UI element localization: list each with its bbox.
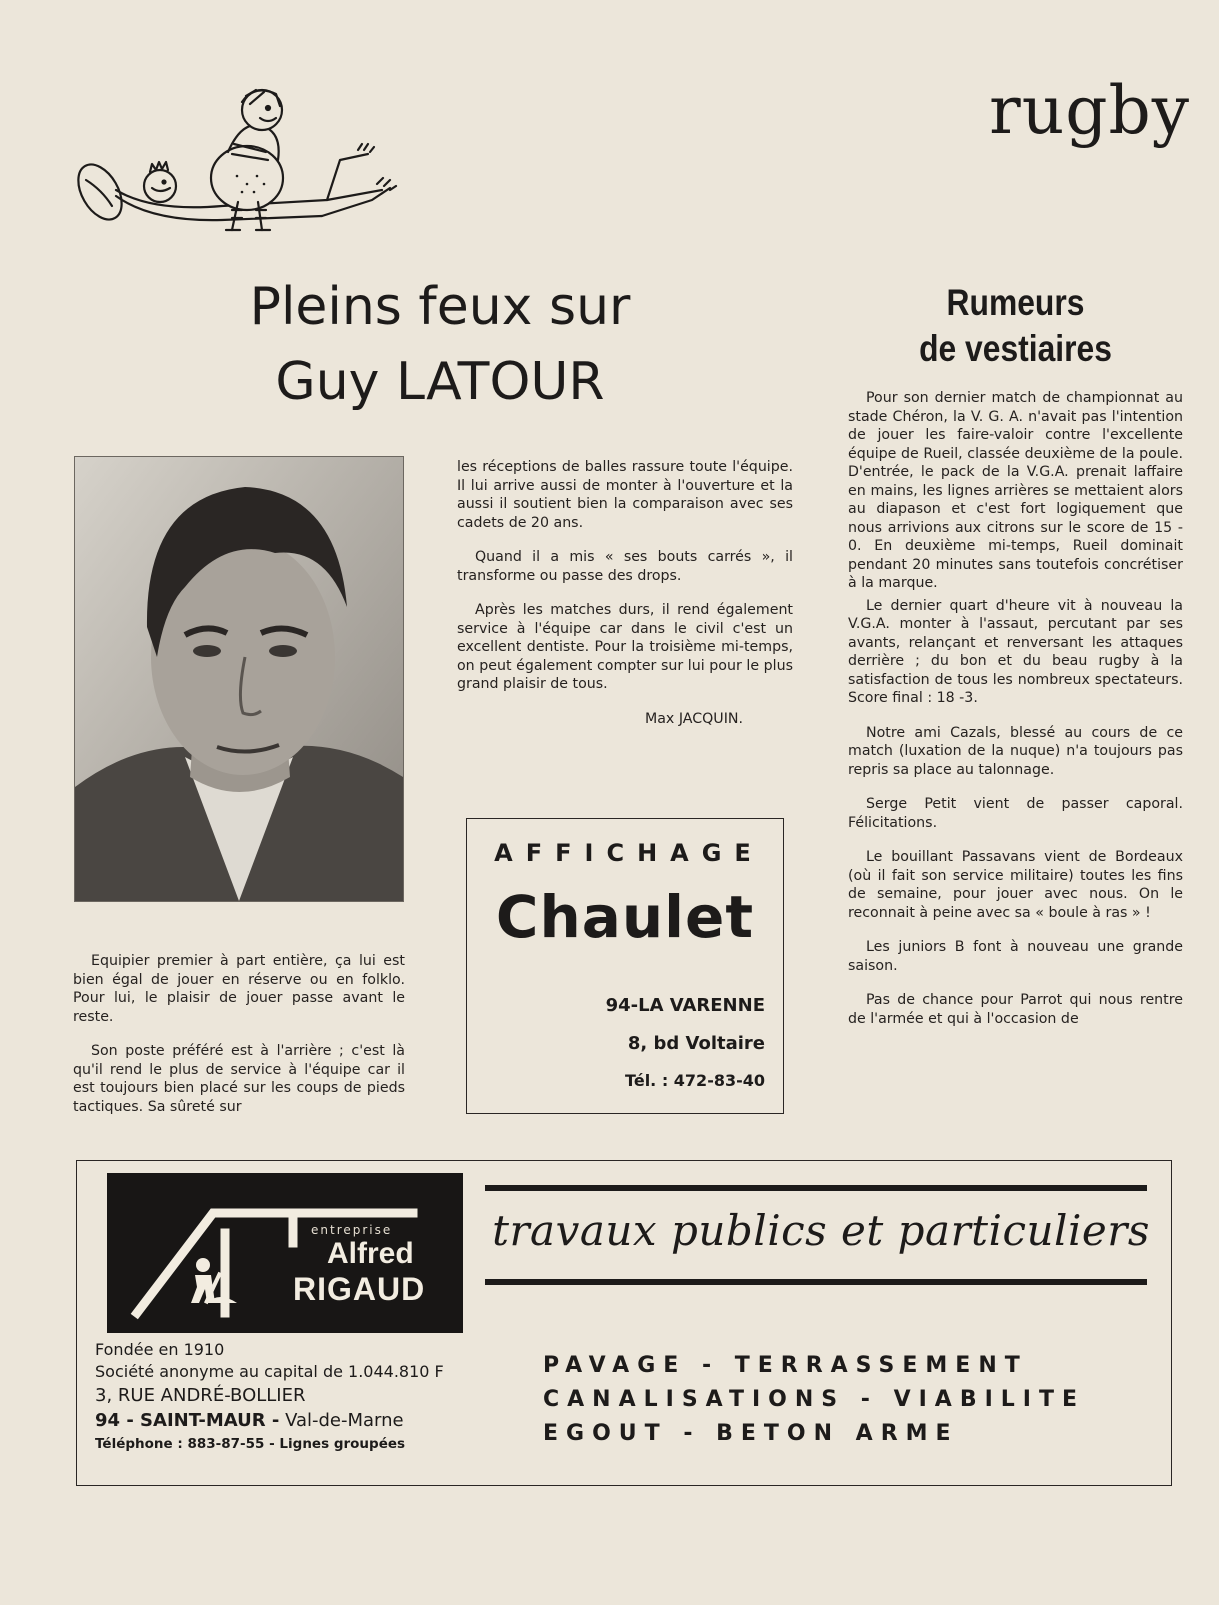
divider-rule (485, 1279, 1147, 1285)
article-paragraph: Equipier premier à part entière, ça lui est bien égal de jouer en réserve ou en folklo. Pour lui, le plaisir de jouer passe avant le reste. (73, 953, 405, 1025)
street-address: 3, RUE ANDRÉ-BOLLIER (95, 1385, 306, 1406)
section-label: rugby (989, 72, 1190, 149)
article-paragraph: Après les matches durs, il rend également service à l'équipe car dans le civil c'est un excellent dentiste. Pour la troisième mi-temps, on peut également compter sur lui pour le plus grand plaisir de tous. (457, 602, 793, 692)
capital-text: Société anonyme au capital de 1.044.810 F (95, 1362, 444, 1381)
ad-address: 8, bd Voltaire (627, 1033, 765, 1054)
city-bold: 94 - SAINT-MAUR - (95, 1410, 280, 1431)
affichage-chaulet-ad (466, 818, 784, 1114)
founded-text: Fondée en 1910 (95, 1340, 225, 1359)
article-paragraph: Quand il a mis « ses bouts carrés », il transforme ou passe des drops. (457, 549, 793, 584)
sidebar-paragraph: Pas de chance pour Parrot qui nous rentre de l'armée et qui à l'occasion de (848, 992, 1183, 1027)
sidebar-paragraph: Serge Petit vient de passer caporal. Félicitations. (848, 796, 1183, 831)
ad-brand-name: Chaulet (495, 883, 755, 951)
city-region: Val-de-Marne (285, 1410, 404, 1431)
article-paragraph: les réceptions de balles rassure toute l'équipe. Il lui arrive aussi de monter à l'ouverture et la aussi il soutient bien la comparaison avec ses cadets de 20 ans. (457, 459, 793, 531)
article-paragraph: Son poste préféré est à l'arrière ; c'est là qu'il rend le plus de service à l'équipe car il est toujours bien placé sur les coups de pieds tactiques. Sa sûreté sur (73, 1043, 405, 1115)
sidebar-title-line-1: Rumeurs (946, 282, 1085, 323)
company-phone: Téléphone : 883-87-55 - Lignes groupées (95, 1436, 406, 1452)
sidebar-paragraph: Les juniors B font à nouveau une grande saison. (848, 939, 1183, 974)
rigaud-logo (107, 1173, 463, 1333)
ad-tagline: travaux publics et particuliers (492, 1206, 1150, 1255)
sidebar-column (848, 389, 1183, 1044)
sidebar-paragraph: Notre ami Cazals, blessé au cours de ce match (luxation de la nuque) n'a toujours pas repris sa place au talonnage. (848, 724, 1183, 778)
headline-line-1: Pleins feux sur (249, 277, 631, 337)
ad-kicker: AFFICHAGE (494, 839, 764, 867)
rugby-cartoon-illustration (72, 80, 402, 245)
sidebar-title (871, 280, 1159, 372)
company-contact-info (95, 1339, 475, 1455)
divider-rule (485, 1185, 1147, 1191)
sidebar-paragraph: Le bouillant Passavans vient de Bordeaux (où il fait son service militaire) toutes les fins de semaine, pour jouer avec nous. On le reconnait à peine avec sa « boule à ras » ! (848, 849, 1183, 921)
article-signature: Max JACQUIN. (645, 710, 743, 727)
player-portrait-photo (74, 456, 404, 902)
service-line: PAVAGE - TERRASSEMENT (543, 1353, 1028, 1378)
service-line: EGOUT - BETON ARME (543, 1421, 959, 1446)
city-line (95, 1408, 475, 1433)
services-list (543, 1349, 1153, 1451)
sidebar-paragraph: Pour son dernier match de championnat au stade Chéron, la V. G. A. n'avait pas l'intention de jouer les faire-valoir contre l'excellente équipe de Rueil, classée deuxième de la poule. D'entrée, le pack de la V.G.A. prenait laffaire en mains, les lignes arrières se mettaient alors au diapason et c'est fort logiquement que nous arrivions aux citrons sur le score de 15 - 0. En deuxième mi-temps, Rueil dominait pendant 20 minutes sans toutefois concrétiser à la marque. (848, 390, 1183, 591)
sidebar-title-line-2: de vestiaires (919, 328, 1112, 369)
headline-line-2: Guy LATOUR (275, 352, 605, 413)
service-line: CANALISATIONS - VIABILITE (543, 1387, 1086, 1412)
logo-name-alfred: Alfred (327, 1237, 414, 1270)
ad-city: 94-LA VARENNE (605, 995, 765, 1016)
article-column-2 (457, 458, 793, 744)
logo-small-text: entreprise (311, 1223, 393, 1237)
logo-name-rigaud: RIGAUD (293, 1271, 426, 1307)
article-headline (180, 270, 700, 421)
sidebar-paragraph: Le dernier quart d'heure vit à nouveau la V.G.A. monter à l'assaut, percutant par ses avants, relançant et renversant les attaques derrière ; du bon et du beau rugby à la satisfaction de tous les nombreux spectateurs. Score final : 18 -3. (848, 597, 1183, 706)
article-column-1 (73, 952, 405, 1132)
ad-phone: Tél. : 472-83-40 (625, 1071, 765, 1090)
rigaud-company-ad (76, 1160, 1172, 1486)
